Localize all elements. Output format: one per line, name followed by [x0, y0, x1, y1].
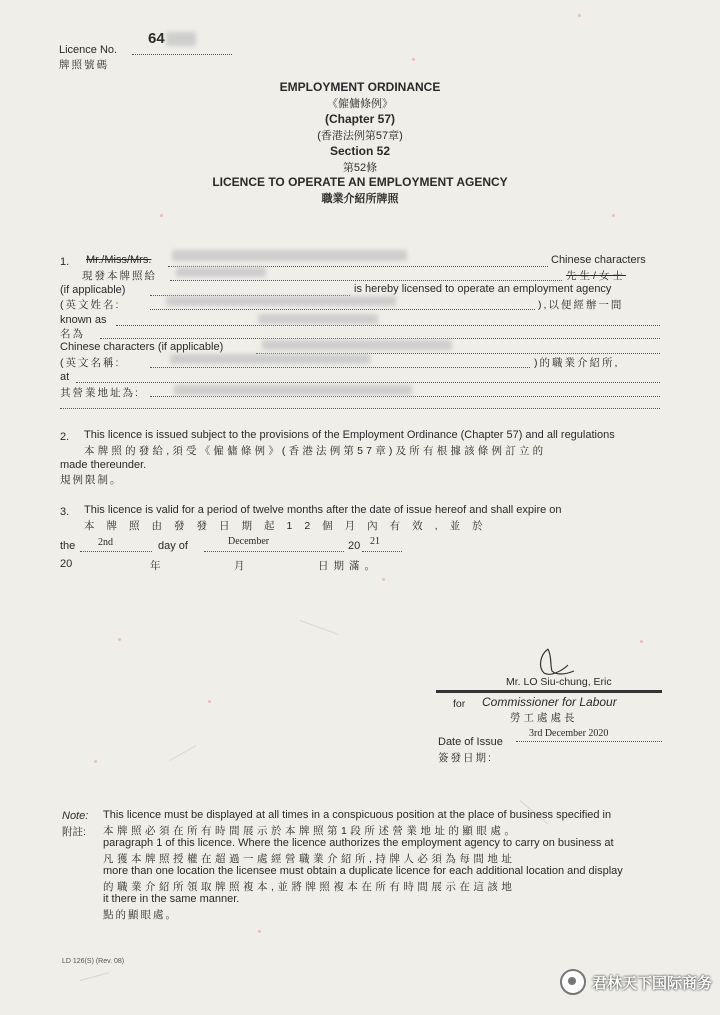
clause1-line5	[116, 325, 660, 326]
clause2-line2: 本牌照的發給,須受《僱傭條例》(香港法例第57章)及所有根據該條例訂立的	[84, 445, 547, 457]
redacted-english-name	[166, 296, 396, 306]
signature-mark	[530, 645, 576, 679]
note-label: Note:	[62, 810, 89, 822]
clause1-chinese-characters-label: Chinese characters	[551, 254, 646, 266]
commissioner-title-zh: 勞工處處長	[510, 712, 578, 724]
chapter-title: (Chapter 57)	[324, 112, 395, 126]
clause1-known-as: known as	[60, 314, 107, 326]
clause1-line10	[150, 396, 660, 397]
clause3-the: the	[60, 540, 76, 552]
clause3-day-of: day of	[158, 540, 188, 552]
clause3-line1: This licence is valid for a period of twelve months after the date of issue hereof and shall expire on	[84, 504, 562, 516]
clause1-line2	[170, 280, 562, 281]
licence-no-value: 64	[148, 30, 165, 47]
issue-date-value: 3rd December 2020	[529, 728, 609, 739]
clause3-number: 3.	[60, 506, 70, 518]
commissioner-title: Commissioner for Labour	[482, 695, 617, 709]
wechat-logo-icon	[560, 969, 586, 995]
clause1-english-name-zh: (英文姓名:	[60, 299, 121, 311]
signature-for: for	[453, 698, 466, 710]
clause3-zh-year: 年	[150, 560, 161, 572]
clause1-address-zh: 其營業地址為:	[60, 387, 140, 399]
chapter-title-zh: (香港法例第57章)	[317, 130, 403, 142]
paper-fiber	[80, 972, 109, 981]
clause1-line9	[76, 382, 660, 383]
paper-fleck	[118, 638, 121, 641]
clause3-year-value: 21	[370, 536, 380, 547]
paper-fleck	[612, 214, 615, 217]
note-label-zh: 附註:	[62, 826, 86, 838]
clause3-month-value: December	[228, 536, 270, 547]
clause3-zh-20: 20	[60, 558, 73, 570]
signature-rule	[436, 690, 662, 693]
clause2-line4: 規例限制。	[60, 474, 123, 486]
paper-fiber	[170, 745, 196, 761]
licence-no-line	[132, 54, 232, 55]
watermark-text: 君林天下国际商务	[591, 974, 712, 992]
clause1-at: at	[60, 371, 70, 383]
note-line-1: This licence must be displayed at all times in a conspicuous position at the place of business specified in	[103, 809, 612, 821]
clause3-day-value: 2nd	[98, 537, 113, 548]
clause1-issue-zh: 現發本牌照給	[82, 270, 157, 282]
clause1-title-zh: 先生/女士	[566, 270, 626, 282]
note-line-4: 凡獲本牌照授權在超過一處經營職業介紹所,持牌人必須為每間地址	[103, 853, 516, 865]
date-of-issue-label-zh: 簽發日期:	[438, 752, 493, 764]
note-line-7: it there in the same manner.	[103, 893, 240, 905]
paper-fleck	[94, 760, 97, 763]
note-line-6: 的職業介紹所領取牌照複本,並將牌照複本在所有時間展示在這該地	[103, 881, 516, 893]
section-title-zh: 第52條	[342, 162, 378, 174]
redacted-name	[172, 250, 407, 261]
paper-fleck	[258, 930, 261, 933]
form-code: LD 126(S) (Rev. 08)	[62, 958, 125, 965]
paper-fleck	[160, 214, 163, 217]
clause3-year-line	[362, 551, 402, 552]
clause1-if-applicable: (if applicable)	[60, 284, 126, 296]
issue-date-line	[516, 741, 662, 742]
redacted-address	[174, 385, 412, 395]
licence-title-zh: 職業介紹所牌照	[321, 193, 399, 205]
clause2-number: 2.	[60, 431, 70, 443]
note-line-2: 本牌照必須在所有時間展示於本牌照第1段所述營業地址的顯眼處。	[103, 825, 519, 837]
paper-fleck	[640, 640, 643, 643]
clause1-line8	[150, 367, 530, 368]
clause1-named-zh: 名為	[60, 328, 85, 340]
clause1-line6	[100, 338, 660, 339]
clause1-line11	[60, 408, 660, 409]
redacted-agency-english	[170, 354, 370, 364]
paper-fleck	[382, 578, 385, 581]
ordinance-title-zh: 《僱傭條例》	[327, 98, 393, 110]
ordinance-title: EMPLOYMENT ORDINANCE	[279, 80, 441, 94]
note-line-8: 點的顯眼處。	[103, 909, 178, 921]
section-title: Section 52	[329, 144, 391, 158]
clause3-zh-month: 月	[234, 560, 245, 572]
licence-no-label: Licence No.	[59, 44, 118, 56]
redacted-agency-chinese	[262, 340, 452, 350]
redacted-agency-name	[258, 314, 378, 324]
clause1-english-title-zh: (英文名稱:	[60, 357, 121, 369]
paper-fleck	[412, 58, 415, 61]
clause2-line1: This licence is issued subject to the provisions of the Employment Ordinance (Chapter 57) and all regulations	[84, 429, 615, 441]
paper-fleck	[578, 14, 581, 17]
licence-no-label-zh: 牌照號碼	[59, 59, 109, 71]
clause1-licensed-text: is hereby licensed to operate an employment agency	[354, 283, 612, 295]
clause3-month-line	[204, 551, 344, 552]
note-line-3: paragraph 1 of this licence. Where the licence authorizes the employment agency to carry on business at	[103, 837, 614, 849]
date-of-issue-label: Date of Issue	[438, 736, 503, 748]
clause1-line4	[150, 309, 535, 310]
clause1-chinese-characters-if: Chinese characters (if applicable)	[60, 341, 224, 353]
clause1-number: 1.	[60, 256, 70, 268]
clause2-line3: made thereunder.	[60, 459, 147, 471]
clause1-agency-zh: )的職業介紹所,	[534, 357, 620, 369]
watermark	[560, 969, 712, 995]
signatory-name: Mr. LO Siu-chung, Eric	[506, 676, 612, 688]
redacted-chinese-name	[176, 267, 266, 277]
clause3-day-line	[80, 551, 152, 552]
clause3-zh-day: 日期滿。	[318, 560, 380, 572]
redacted-licence-no	[166, 32, 196, 46]
clause1-title-label: Mr./Miss/Mrs.	[86, 254, 152, 266]
paper-fiber	[300, 620, 338, 635]
licence-title: LICENCE TO OPERATE AN EMPLOYMENT AGENCY	[212, 175, 508, 189]
clause1-to-operate-zh: ),以便經辦一間	[538, 299, 624, 311]
clause3-line2: 本牌照由發發日期起12個月內有效,並於	[84, 520, 495, 532]
clause3-year-prefix: 20	[348, 540, 361, 552]
note-line-5: more than one location the licensee must obtain a duplicate licence for each additional location and display	[103, 865, 623, 877]
paper-fleck	[208, 700, 211, 703]
